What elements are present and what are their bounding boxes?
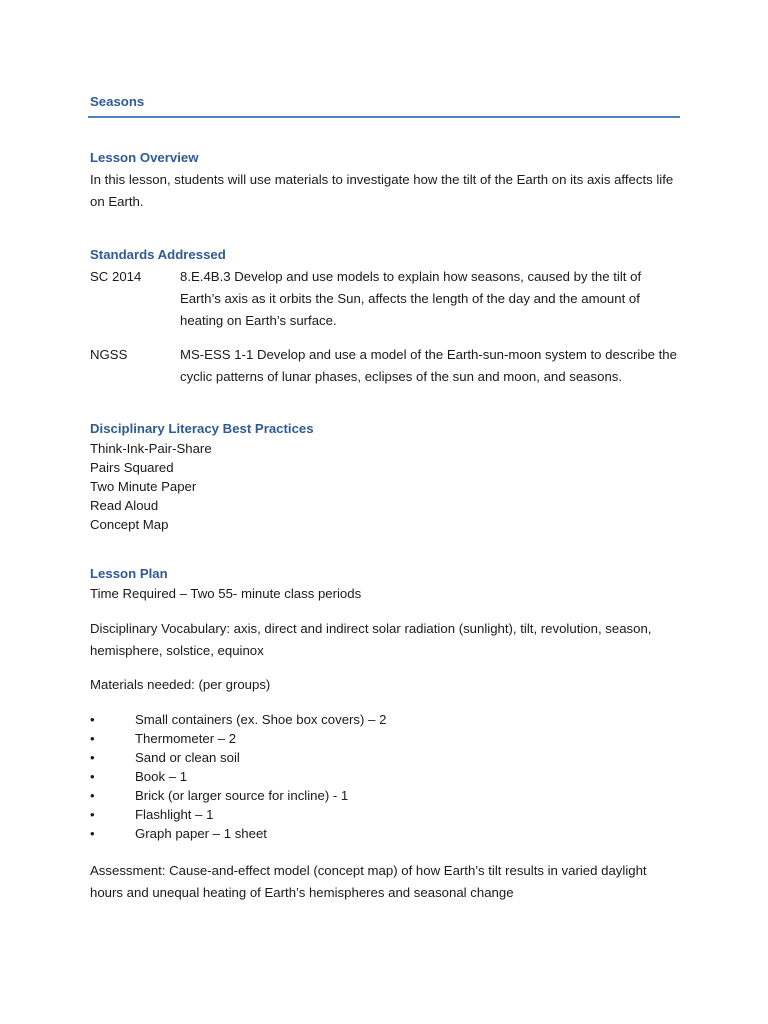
material-text: Graph paper – 1 sheet <box>135 826 267 841</box>
standard-text: MS-ESS 1-1 Develop and use a model of the Earth-sun-moon system to describe the cyclic patterns of lunar phases, eclipses of the sun and moon, and seasons. <box>180 347 677 384</box>
standard-code: NGSS <box>90 347 128 362</box>
literacy-heading: Disciplinary Literacy Best Practices <box>90 421 314 436</box>
list-item: Two Minute Paper <box>90 479 197 494</box>
list-item: Read Aloud <box>90 498 159 513</box>
material-text: Small containers (ex. Shoe box covers) – 2 <box>135 712 387 727</box>
bullet-icon: • <box>90 731 95 746</box>
standard-code: SC 2014 <box>90 269 142 284</box>
title-divider <box>88 116 680 118</box>
bullet-icon: • <box>90 788 95 803</box>
bullet-icon: • <box>90 750 95 765</box>
bullet-icon: • <box>90 807 95 822</box>
standards-heading: Standards Addressed <box>90 247 226 262</box>
standard-text: 8.E.4B.3 Develop and use models to explain how seasons, caused by the tilt of Earth’s axis as it orbits the Sun, affects the length of the day and the amount of heating on Earth’s surface. <box>180 269 642 328</box>
bullet-icon: • <box>90 712 95 727</box>
material-text: Thermometer – 2 <box>135 731 237 746</box>
list-item: Think-Ink-Pair-Share <box>90 441 212 456</box>
material-text: Book – 1 <box>135 769 188 784</box>
time-required-text: Time Required – Two 55- minute class periods <box>90 586 362 601</box>
material-text: Sand or clean soil <box>135 750 240 765</box>
document-page <box>90 0 680 1024</box>
lesson-overview-heading: Lesson Overview <box>90 150 199 165</box>
material-text: Flashlight – 1 <box>135 807 214 822</box>
list-item: Pairs Squared <box>90 460 174 475</box>
bullet-icon: • <box>90 826 95 841</box>
document-title: Seasons <box>90 94 145 109</box>
assessment-text: Assessment: Cause-and-effect model (concept map) of how Earth’s tilt results in varied daylight hours and unequal heating of Earth’s hemispheres and seasonal change <box>90 863 647 900</box>
vocabulary-text: Disciplinary Vocabulary: axis, direct and indirect solar radiation (sunlight), tilt, revolution, season, hemisphere, solstice, equinox <box>90 621 652 658</box>
material-text: Brick (or larger source for incline) - 1 <box>135 788 349 803</box>
lesson-plan-heading: Lesson Plan <box>90 566 168 581</box>
bullet-icon: • <box>90 769 95 784</box>
literacy-practices-list <box>90 439 212 534</box>
materials-label: Materials needed: (per groups) <box>90 677 271 692</box>
list-item: Concept Map <box>90 517 169 532</box>
lesson-overview-text: In this lesson, students will use materials to investigate how the tilt of the Earth on its axis affects life on Earth. <box>90 172 674 209</box>
